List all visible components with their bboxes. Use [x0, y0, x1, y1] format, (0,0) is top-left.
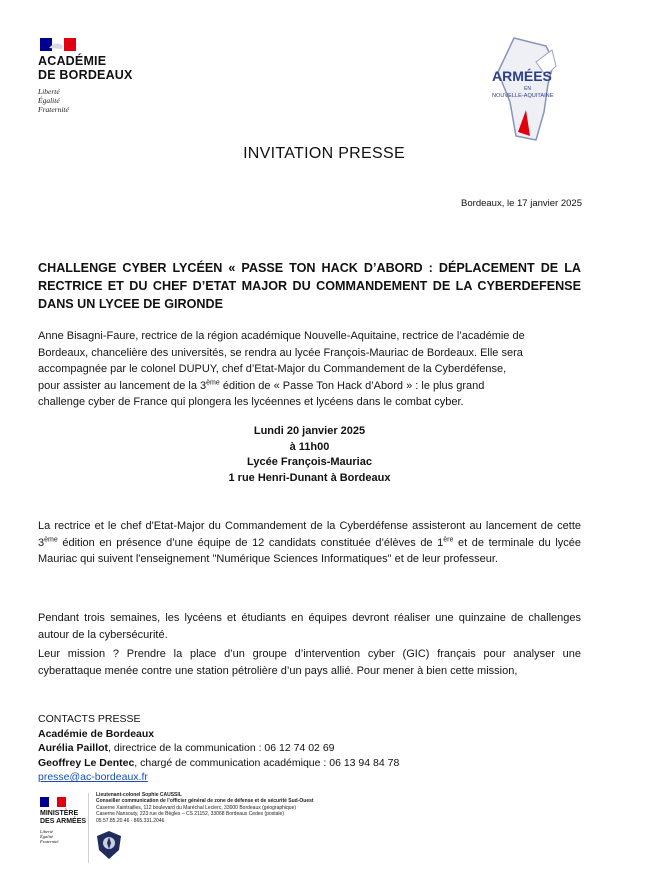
intro-paragraph	[38, 328, 581, 411]
armees-logo-region: NOUVELLE-AQUITAINE	[492, 93, 554, 99]
footer-line-3: Caserne Xaintrailles, 112 boulevard du Maréchal Leclerc, 33000 Bordeaux (géographique)	[96, 804, 297, 811]
republique-francaise-flag-icon	[40, 38, 76, 51]
headline: CHALLENGE CYBER LYCÉEN « PASSE TON HACK D’ABORD : DÉPLACEMENT DE LA RECTRICE ET DU CHEF D’ETAT MAJOR DU COMMANDEMENT DE LA CYBERDEFENSE DANS UN LYCEE DE GIRONDE	[38, 261, 581, 311]
event-place: Lycée François-Mauriac	[247, 456, 372, 468]
event-date: Lundi 20 janvier 2025	[253, 425, 366, 437]
event-time: à 11h00	[289, 440, 330, 453]
contacts-org: Académie de Bordeaux	[38, 727, 155, 740]
footer-divider	[88, 793, 89, 863]
intro-line-5: challenge cyber de France qui plongera les lycéennes et lycéens dans le combat cyber.	[38, 396, 464, 408]
press-contacts	[38, 712, 399, 785]
intro-line-1: Anne Bisagni-Faure, rectrice de la région académique Nouvelle-Aquitaine, rectrice de l’académie de	[38, 330, 525, 342]
contact-1: Aurélia Paillot, directrice de la communication : 06 12 74 02 69	[38, 742, 335, 754]
footer-line-1: Lieutenant-colonel Sophie CAUSSIL	[96, 792, 182, 798]
document-date: Bordeaux, le 17 janvier 2025	[461, 198, 582, 209]
mission-paragraph: Leur mission ? Prendre la place d’un groupe d’intervention cyber (GIC) français pour analyser une cyberattaque menée contre une station pétrolière d’un pays allié. Pour mener à bien cette mission,	[38, 648, 581, 677]
academie-name-line2: DE BORDEAUX	[38, 68, 133, 82]
challenge-paragraph: Pendant trois semaines, les lycéens et étudiants en équipes devront réaliser une quinzaine de challenges autour de la cybersécurité.	[38, 612, 581, 641]
intro-line-2: Bordeaux, chancelière des universités, se rendra au lycée François-Mauriac de Bordeaux. Elle sera	[38, 346, 523, 359]
launch-paragraph: La rectrice et le chef d'Etat-Major du Commandement de la Cyberdéfense assisteront au lancement de cette 3ème édition en présence d’une équipe de 12 candidats constituée d’élèves de 1ère et de terminale du lycée Mauriac qui suivent l'enseignement "Numérique Sciences Informatiques" et de leur professeur.	[38, 520, 581, 565]
ministere-motto-1: Liberté	[40, 829, 53, 834]
footer-line-4: Caserne Nansouty, 223 rue de Bègles – CS 21152, 33068 Bordeaux Cedex (postale)	[96, 811, 284, 818]
armees-logo-en: EN	[524, 86, 531, 92]
armees-logo-title: ARMÉES	[492, 68, 552, 84]
academie-logo	[38, 54, 133, 82]
ministere-armees-logo	[40, 810, 86, 826]
footer-line-5: 05.57.85.20.46 - 865.331.2046	[96, 817, 165, 824]
ministere-motto	[40, 829, 59, 844]
ministere-motto-3: Fraternité	[40, 839, 59, 844]
ministere-flag-icon	[40, 797, 66, 807]
page-title: INVITATION PRESSE	[243, 145, 405, 162]
contacts-heading: CONTACTS PRESSE	[38, 713, 141, 725]
motto-fraternite: Fraternité	[38, 105, 69, 114]
ministere-motto-2: Égalité	[40, 834, 53, 839]
ministere-line2: DES ARMÉES	[40, 818, 87, 825]
press-email-link[interactable]: presse@ac-bordeaux.fr	[38, 771, 148, 783]
motto-liberte: Liberté	[38, 87, 60, 96]
motto-egalite: Égalité	[38, 96, 60, 105]
academie-name-line1: ACADÉMIE	[38, 54, 107, 68]
footer-contact-block	[96, 792, 314, 824]
ministere-line1: MINISTÈRE	[40, 810, 79, 817]
intro-line-3: accompagnée par le colonel DUPUY, chef d’Etat-Major du Commandement de la Cyberdéfense,	[38, 363, 507, 375]
contact-2: Geoffrey Le Dentec, chargé de communication académique : 06 13 94 84 78	[38, 756, 400, 769]
event-address: 1 rue Henri-Dunant à Bordeaux	[228, 471, 391, 484]
academie-motto	[38, 87, 69, 114]
intro-line-4: pour assister au lancement de la 3ème édition de « Passe Ton Hack d’Abord » : le plus grand	[38, 378, 485, 392]
event-details	[38, 424, 581, 486]
armees-nouvelle-aquitaine-logo	[486, 32, 590, 144]
military-insignia-icon	[96, 830, 122, 860]
footer-line-2: Conseiller communication de l’officier général de zone de défense et de sécurité Sud-Ouest	[96, 798, 314, 805]
